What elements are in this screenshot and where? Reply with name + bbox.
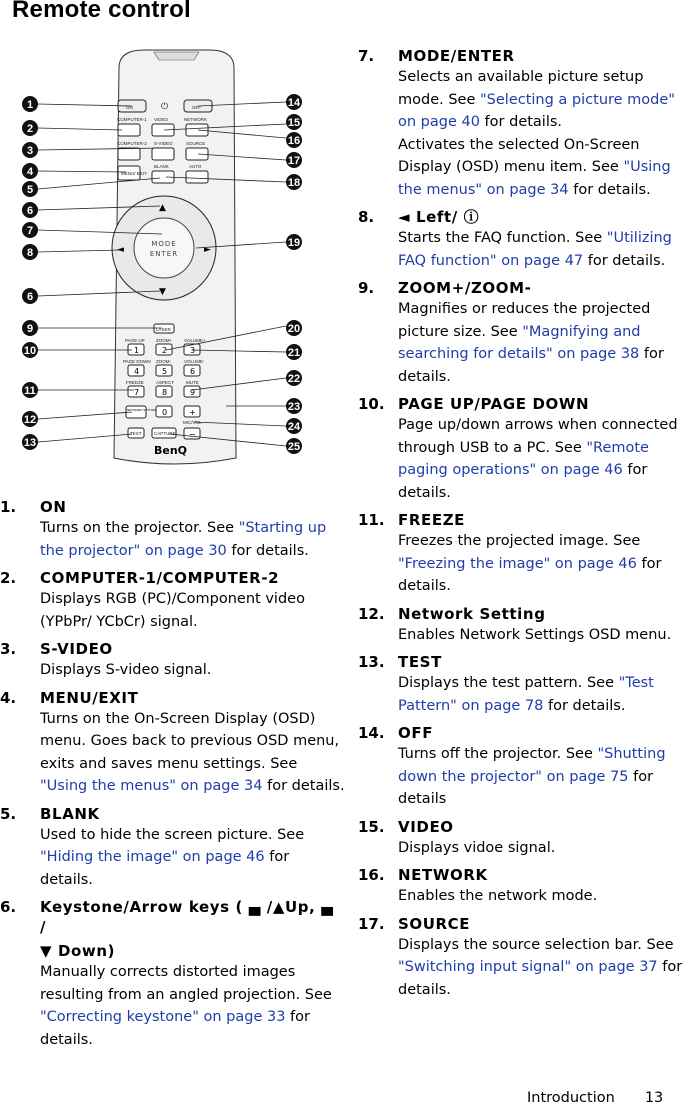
item-title: PAGE UP/PAGE DOWN bbox=[398, 395, 590, 413]
item-title: TEST bbox=[398, 653, 442, 671]
cross-reference-link[interactable]: "Switching input signal" on page 37 bbox=[398, 959, 658, 975]
auto-label: AUTO bbox=[189, 164, 202, 169]
item-number: 4. bbox=[0, 688, 17, 707]
test-label: TEST bbox=[130, 431, 142, 436]
callout-24 bbox=[286, 418, 302, 434]
description-text: Displays RGB (PC)/Component video (YPbPr/ YCbCr) signal. bbox=[40, 591, 305, 630]
item-heading bbox=[0, 897, 345, 937]
item-title: VIDEO bbox=[398, 817, 454, 836]
item-description bbox=[398, 624, 689, 647]
item-title: SOURCE bbox=[398, 914, 471, 933]
item-description bbox=[398, 885, 689, 908]
description-text: Turns off the projector. See bbox=[398, 746, 598, 762]
item-heading bbox=[358, 46, 689, 66]
volume-plus-label: VOLUME+ bbox=[184, 338, 206, 343]
cross-reference-link[interactable]: "Using the menus" on page 34 bbox=[398, 159, 671, 198]
key-1-label: 1 bbox=[134, 346, 140, 355]
callout-12 bbox=[22, 411, 38, 427]
item-number: 9. bbox=[358, 279, 375, 297]
svg-text:3: 3 bbox=[26, 145, 34, 157]
item-title: COMPUTER-1/COMPUTER-2 bbox=[40, 569, 280, 587]
item-title: OFF bbox=[398, 724, 434, 742]
svideo-button[interactable] bbox=[152, 148, 174, 160]
item-title: BLANK bbox=[40, 804, 100, 823]
svg-text:17: 17 bbox=[287, 155, 301, 167]
item-title: FREEZE bbox=[398, 511, 466, 529]
callout-6b bbox=[22, 288, 38, 304]
callout-22 bbox=[286, 370, 302, 386]
item-description bbox=[398, 743, 689, 811]
description-text: Turns on the projector. See bbox=[40, 520, 239, 536]
item-number: 11. bbox=[358, 511, 385, 529]
item-heading-cont bbox=[0, 941, 345, 961]
item-heading bbox=[358, 817, 689, 837]
item-number: 7. bbox=[358, 47, 375, 65]
svg-text:22: 22 bbox=[287, 373, 301, 385]
menu-exit-label: MENU/ EXIT bbox=[121, 171, 147, 176]
key-5-label: 5 bbox=[162, 367, 168, 376]
right-description-column bbox=[358, 40, 689, 1001]
callout-20 bbox=[286, 320, 302, 336]
item-description bbox=[398, 66, 689, 201]
item-number: 5. bbox=[0, 804, 17, 823]
source-button[interactable] bbox=[186, 148, 208, 160]
svg-text:7: 7 bbox=[26, 225, 34, 237]
callout-6a bbox=[22, 202, 38, 218]
mode-enter-button[interactable] bbox=[134, 218, 194, 278]
source-label: SOURCE bbox=[186, 141, 206, 146]
item-heading bbox=[0, 568, 345, 588]
page-title: Remote control bbox=[12, 0, 191, 23]
item-description bbox=[398, 227, 689, 272]
cross-reference-link[interactable]: "Correcting keystone" on page 33 bbox=[40, 1009, 286, 1025]
page-up-label: PAGE UP bbox=[125, 338, 145, 343]
aspect-label: ASPECT bbox=[156, 380, 175, 385]
item-description bbox=[398, 837, 689, 860]
cross-reference-link[interactable]: "Starting up the projector" on page 30 bbox=[40, 520, 327, 559]
description-text: Page up/down arrows when connected through USB to a PC. See bbox=[398, 417, 678, 456]
svg-text:1: 1 bbox=[26, 99, 34, 111]
key-8-label: 8 bbox=[162, 388, 168, 397]
key-0-label: 0 bbox=[162, 408, 168, 417]
svg-text:6: 6 bbox=[26, 205, 34, 217]
cross-reference-link[interactable]: "Using the menus" on page 34 bbox=[40, 778, 263, 794]
remote-diagram bbox=[14, 38, 314, 476]
description-text: Displays the source selection bar. See bbox=[398, 936, 674, 953]
item-number: 12. bbox=[358, 604, 385, 623]
item-description bbox=[40, 708, 345, 798]
mute-label: MUTE bbox=[186, 380, 199, 385]
item-number: 8. bbox=[358, 208, 375, 226]
mode-label: MODE bbox=[151, 240, 177, 248]
item-description bbox=[40, 824, 345, 892]
page-footer bbox=[527, 1090, 663, 1106]
description-text: Turns on the On-Screen Display (OSD) menu. Goes back to previous OSD menu, exits and saves menu settings. See bbox=[40, 710, 340, 772]
description-text: for details. bbox=[398, 346, 664, 385]
cross-reference-link[interactable]: "Remote paging operations" on page 46 bbox=[398, 439, 649, 478]
cross-reference-link[interactable]: "Hiding the image" on page 46 bbox=[40, 849, 265, 865]
description-text: Enables the network mode. bbox=[398, 888, 598, 904]
description-text: Freezes the projected image. See bbox=[398, 533, 641, 549]
item-number: 16. bbox=[358, 866, 385, 884]
description-text: for details. bbox=[398, 555, 662, 594]
off-label: OFF bbox=[192, 105, 201, 110]
description-text: for details. bbox=[262, 778, 345, 794]
item-number: 6. bbox=[0, 898, 17, 916]
item-heading bbox=[358, 723, 689, 743]
item-number: 10. bbox=[358, 395, 385, 413]
svg-text:6: 6 bbox=[26, 291, 34, 303]
cross-reference-link[interactable]: "Selecting a picture mode" on page 40 bbox=[398, 91, 675, 130]
network-setting-label: NETWORK SETTING bbox=[127, 408, 157, 412]
key-6-label: 6 bbox=[190, 367, 196, 376]
item-heading bbox=[358, 604, 689, 624]
power-icon: ⏻ bbox=[161, 102, 169, 112]
svg-text:2: 2 bbox=[26, 123, 34, 135]
description-text: Starts the FAQ function. See bbox=[398, 230, 607, 246]
page-down-label: PAGE DOWN bbox=[123, 359, 151, 364]
item-description bbox=[398, 934, 689, 1002]
item-title: MODE/ENTER bbox=[398, 47, 515, 65]
left-arrow-icon[interactable]: ◄ bbox=[117, 245, 124, 255]
description-text: Activates the selected On-Screen Display (OSD) menu item. See bbox=[398, 136, 640, 175]
item-title: Keystone/Arrow keys ( ▄ /▲Up, ▄ / bbox=[40, 898, 334, 936]
key-7-label: 7 bbox=[134, 388, 140, 397]
svg-text:9: 9 bbox=[26, 323, 34, 335]
svg-text:10: 10 bbox=[23, 345, 37, 357]
item-number: 3. bbox=[0, 640, 17, 658]
item-heading bbox=[358, 652, 689, 672]
description-text: for details bbox=[398, 768, 654, 807]
cross-reference-link[interactable]: "Shutting down the projector" on page 75 bbox=[398, 746, 666, 785]
svg-text:24: 24 bbox=[287, 421, 301, 433]
item-description bbox=[398, 298, 689, 388]
video-label: VIDEO bbox=[154, 117, 169, 122]
key-9-label: 9 bbox=[190, 388, 196, 397]
item-title: ZOOM+/ZOOM- bbox=[398, 279, 532, 297]
item-title: Network Setting bbox=[398, 604, 546, 623]
description-text: Displays S-video signal. bbox=[40, 662, 212, 678]
callout-16 bbox=[286, 132, 302, 148]
cross-reference-link[interactable]: "Utilizing FAQ function" on page 47 bbox=[398, 230, 672, 269]
cross-reference-link[interactable]: "Freezing the image" on page 46 bbox=[398, 555, 637, 572]
network-label: NETWORK bbox=[184, 117, 207, 122]
right-arrow-icon[interactable]: ► bbox=[204, 245, 211, 255]
callout-13 bbox=[22, 434, 38, 450]
svg-text:21: 21 bbox=[287, 347, 301, 359]
item-title: ◄ Left/ ⓘ bbox=[398, 208, 480, 226]
description-text: for details. bbox=[543, 697, 626, 714]
svg-text:4: 4 bbox=[26, 166, 34, 178]
item-number: 14. bbox=[358, 724, 385, 742]
mic-vol-label: MIC/VOL bbox=[183, 420, 202, 425]
callout-10 bbox=[22, 342, 38, 358]
description-text: Displays vidoe signal. bbox=[398, 839, 556, 856]
key-4-label: 4 bbox=[134, 367, 140, 376]
key-2-label: 2 bbox=[162, 346, 168, 355]
cross-reference-link[interactable]: "Test Pattern" on page 78 bbox=[398, 675, 654, 714]
svg-text:18: 18 bbox=[287, 177, 301, 189]
callout-23 bbox=[286, 398, 302, 414]
computer2-label: COMPUTER-2 bbox=[117, 141, 147, 146]
svg-text:25: 25 bbox=[287, 441, 301, 453]
laser-label: LASER bbox=[156, 327, 171, 332]
computer2-button[interactable] bbox=[118, 148, 140, 160]
key-3-label: 3 bbox=[190, 346, 196, 355]
description-text: Displays the test pattern. See bbox=[398, 675, 619, 691]
minus-icon: − bbox=[189, 430, 196, 439]
description-text: Selects an available picture setup mode. See bbox=[398, 69, 644, 108]
item-number: 13. bbox=[358, 653, 385, 671]
item-description bbox=[40, 588, 345, 633]
description-text: for details. bbox=[583, 252, 666, 269]
callout-8 bbox=[22, 244, 38, 260]
svg-text:23: 23 bbox=[287, 401, 301, 413]
svg-text:20: 20 bbox=[287, 323, 301, 335]
callout-21 bbox=[286, 344, 302, 360]
description-text: for details. bbox=[40, 849, 290, 888]
footer-section: Introduction bbox=[527, 1090, 615, 1106]
item-title-cont: ▼ Down) bbox=[40, 942, 116, 960]
item-number: 1. bbox=[0, 498, 17, 516]
enter-label: ENTER bbox=[149, 250, 179, 258]
svg-text:8: 8 bbox=[26, 247, 34, 259]
callout-3 bbox=[22, 142, 38, 158]
callout-9 bbox=[22, 320, 38, 336]
item-title: S-VIDEO bbox=[40, 640, 113, 658]
zoom-plus-label: ZOOM+ bbox=[156, 338, 173, 343]
item-heading bbox=[358, 865, 689, 885]
description-text: for details. bbox=[398, 959, 683, 998]
svideo-label: S-VIDEO bbox=[154, 141, 173, 146]
callout-7 bbox=[22, 222, 38, 238]
remote-control-illustration bbox=[14, 38, 314, 476]
plus-icon: + bbox=[189, 408, 196, 417]
description-text: for details. bbox=[226, 542, 309, 559]
callout-15 bbox=[286, 114, 302, 130]
item-title: ON bbox=[40, 498, 67, 516]
callout-5 bbox=[22, 181, 38, 197]
item-heading bbox=[358, 394, 689, 414]
capture-label: CAPTURE bbox=[154, 431, 176, 436]
item-heading bbox=[358, 914, 689, 934]
item-heading bbox=[0, 497, 345, 517]
item-title: MENU/EXIT bbox=[40, 688, 139, 707]
zoom-minus-label: ZOOM- bbox=[156, 359, 171, 364]
callout-4 bbox=[22, 163, 38, 179]
item-number: 2. bbox=[0, 569, 17, 587]
benq-logo: BenQ bbox=[154, 444, 188, 457]
auto-button[interactable] bbox=[186, 171, 208, 183]
svg-text:19: 19 bbox=[287, 237, 301, 249]
blank-label: BLANK bbox=[154, 164, 169, 169]
description-text: for details. bbox=[398, 462, 648, 501]
description-text: Enables Network Settings OSD menu. bbox=[398, 626, 672, 643]
volume-minus-label: VOLUME- bbox=[184, 359, 205, 364]
on-label: ON bbox=[126, 105, 133, 110]
freeze-label: FREEZE bbox=[126, 380, 144, 385]
svg-text:16: 16 bbox=[287, 135, 301, 147]
callout-11 bbox=[22, 382, 38, 398]
svg-text:15: 15 bbox=[287, 117, 301, 129]
description-text: for details. bbox=[568, 181, 651, 198]
item-description bbox=[398, 414, 689, 504]
svg-text:12: 12 bbox=[23, 414, 37, 426]
item-description bbox=[398, 672, 689, 717]
callout-14 bbox=[286, 94, 302, 110]
item-heading bbox=[0, 639, 345, 659]
callout-25 bbox=[286, 438, 302, 454]
item-heading bbox=[358, 278, 689, 298]
callout-17 bbox=[286, 152, 302, 168]
description-text: Used to hide the screen picture. See bbox=[40, 826, 305, 843]
item-heading bbox=[0, 804, 345, 824]
callout-1 bbox=[22, 96, 38, 112]
callout-19 bbox=[286, 234, 302, 250]
item-number: 17. bbox=[358, 914, 385, 933]
item-heading bbox=[358, 207, 689, 227]
svg-text:11: 11 bbox=[24, 385, 36, 397]
item-heading bbox=[0, 688, 345, 708]
item-title: NETWORK bbox=[398, 866, 488, 884]
callout-2 bbox=[22, 120, 38, 136]
svg-text:5: 5 bbox=[26, 184, 34, 196]
down-arrow-icon[interactable]: ▼ bbox=[159, 287, 166, 297]
item-number: 15. bbox=[358, 817, 385, 836]
item-description bbox=[40, 961, 345, 1051]
description-text: for details. bbox=[479, 114, 563, 130]
left-description-column bbox=[0, 491, 345, 1051]
computer1-label: COMPUTER-1 bbox=[117, 117, 147, 122]
item-description bbox=[40, 517, 345, 562]
description-text: Magnifies or reduces the projected picture size. See bbox=[398, 301, 651, 340]
item-heading bbox=[358, 510, 689, 530]
svg-text:14: 14 bbox=[287, 97, 301, 109]
cross-reference-link[interactable]: "Magnifying and searching for details" on page 38 bbox=[398, 323, 641, 362]
description-text: Manually corrects distorted images resulting from an angled projection. See bbox=[40, 964, 332, 1003]
up-arrow-icon[interactable]: ▲ bbox=[159, 203, 166, 213]
svg-text:13: 13 bbox=[23, 437, 37, 449]
callout-18 bbox=[286, 174, 302, 190]
item-description bbox=[398, 530, 689, 598]
description-text: for details. bbox=[40, 1009, 310, 1048]
footer-page-number: 13 bbox=[644, 1090, 664, 1106]
network-button[interactable] bbox=[186, 124, 208, 136]
item-description bbox=[40, 659, 345, 682]
